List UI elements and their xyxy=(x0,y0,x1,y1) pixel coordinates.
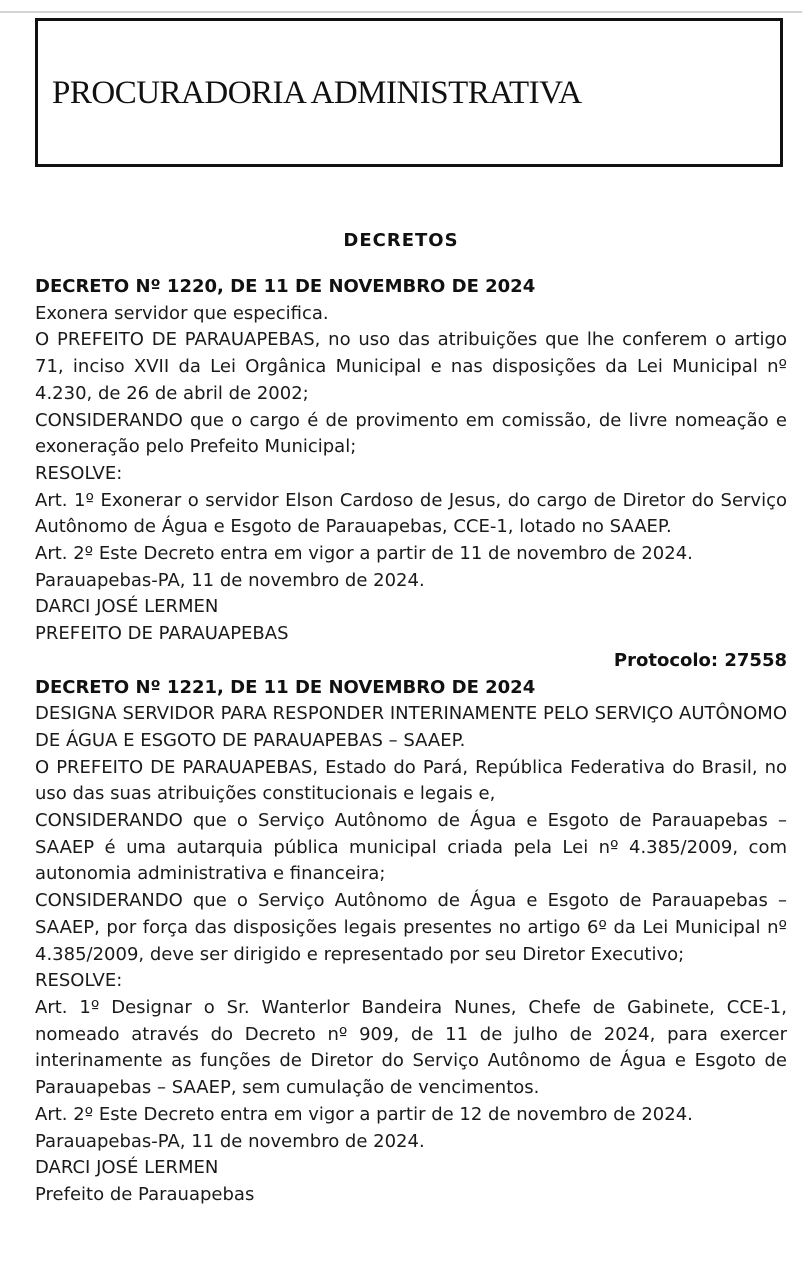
decree-1221-considering-1: CONSIDERANDO que o Serviço Autônomo de Água e Esgoto de Parauapebas – SAAEP é uma autarquia pública municipal criada pela Lei nº 4.385/2009, com autonomia administrativa e financeira; xyxy=(35,810,787,885)
decree-1220-summary: Exonera servidor que especifica. xyxy=(35,302,329,324)
decree-1220-signer-title: PREFEITO DE PARAUAPEBAS xyxy=(35,623,289,645)
decree-1220-signer: DARCI JOSÉ LERMEN xyxy=(35,596,219,618)
decree-1220-art1: Art. 1º Exonerar o servidor Elson Cardoso de Jesus, do cargo de Diretor do Serviço Autônomo de Água e Esgoto de Parauapebas, CCE-1, lotado no SAAEP. xyxy=(35,489,787,538)
decree-1221-place-date: Parauapebas-PA, 11 de novembro de 2024. xyxy=(35,1130,425,1152)
section-title: DECRETOS xyxy=(343,230,459,251)
decree-1220-place-date: Parauapebas-PA, 11 de novembro de 2024. xyxy=(35,569,425,591)
decree-1220-preamble: O PREFEITO DE PARAUAPEBAS, no uso das atribuições que lhe conferem o artigo 71, inciso XVII da Lei Orgânica Municipal e nas disposições da Lei Municipal nº 4.230, de 26 de abril de 2002; xyxy=(35,329,787,404)
header-title: PROCURADORIA ADMINISTRATIVA xyxy=(52,75,582,111)
decree-1221-signer-title: Prefeito de Parauapebas xyxy=(35,1183,255,1205)
decree-1221-signer: DARCI JOSÉ LERMEN xyxy=(35,1157,219,1179)
decree-1221-summary: DESIGNA SERVIDOR PARA RESPONDER INTERINAMENTE PELO SERVIÇO AUTÔNOMO DE ÁGUA E ESGOTO DE PARAUAPEBAS – SAAEP. xyxy=(35,703,787,751)
decree-1221-preamble: O PREFEITO DE PARAUAPEBAS, Estado do Pará, República Federativa do Brasil, no uso das suas atribuições constitucionais e legais e, xyxy=(35,756,787,805)
decree-1221-resolve: RESOLVE: xyxy=(35,970,123,992)
decree-1221-art1: Art. 1º Designar o Sr. Wanterlor Bandeira Nunes, Chefe de Gabinete, CCE-1, nomeado através do Decreto nº 909, de 11 de julho de 2024, para exercer interinamente as funções de Diretor do Serviço Autônomo de Água e Esgoto de Parauapebas – SAAEP, sem cumulação de vencimentos. xyxy=(35,996,787,1099)
decree-1220-protocol: Protocolo: 27558 xyxy=(613,649,787,671)
decree-1220-art2: Art. 2º Este Decreto entra em vigor a partir de 11 de novembro de 2024. xyxy=(35,543,693,565)
decree-1221-art2: Art. 2º Este Decreto entra em vigor a partir de 12 de novembro de 2024. xyxy=(35,1103,693,1125)
decree-1220-considering: CONSIDERANDO que o cargo é de provimento em comissão, de livre nomeação e exoneração pelo Prefeito Municipal; xyxy=(35,409,787,458)
decree-1220-title: DECRETO Nº 1220, DE 11 DE NOVEMBRO DE 2024 xyxy=(35,276,536,297)
decrees-content xyxy=(35,274,787,1209)
decree-1221-title: DECRETO Nº 1221, DE 11 DE NOVEMBRO DE 2024 xyxy=(35,676,536,698)
decree-1221-considering-2: CONSIDERANDO que o Serviço Autônomo de Água e Esgoto de Parauapebas – SAAEP, por força das disposições legais presentes no artigo 6º da Lei Municipal nº 4.385/2009, deve ser dirigido e representado por seu Diretor Executivo; xyxy=(35,890,787,965)
top-divider xyxy=(0,11,802,13)
header-box xyxy=(35,18,783,167)
decree-1220-resolve: RESOLVE: xyxy=(35,462,123,484)
